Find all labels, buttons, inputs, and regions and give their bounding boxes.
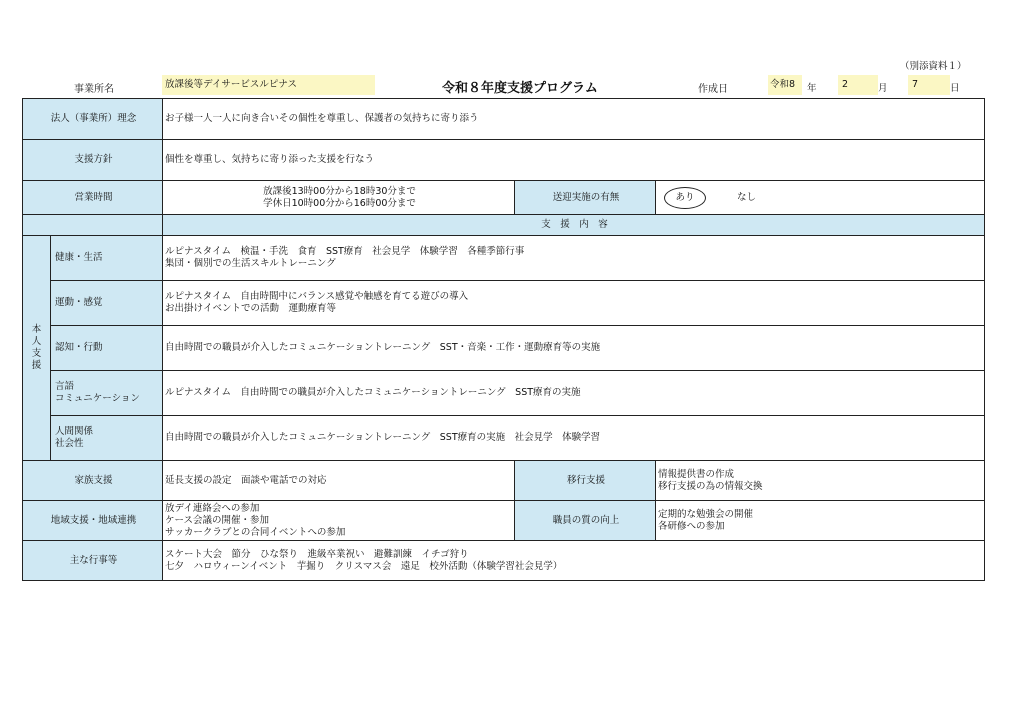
- staff-quality-value: 定期的な勉強会の開催 各研修への参加: [656, 501, 985, 541]
- family-support-label: 家族支援: [23, 461, 163, 501]
- created-era: 令和8: [768, 75, 802, 95]
- created-date-label: 作成日: [698, 84, 728, 95]
- hours-row: [23, 181, 985, 215]
- community-support-value: 放デイ連絡会への参加 ケース会議の開催・参加 サッカークラブとの合同イベントへの参加: [163, 501, 515, 541]
- philosophy-label: 法人（事業所）理念: [23, 99, 163, 140]
- personal-item-value: ルピナスタイム 自由時間中にバランス感覚や触感を育てる遊びの導入 お出掛けイベントでの活動 運動療育等: [163, 281, 985, 326]
- support-content-header: 支 援 内 容: [163, 215, 985, 236]
- community-support-label: 地域支援・地域連携: [23, 501, 163, 541]
- events-value: スケート大会 節分 ひな祭り 進級卒業祝い 避難訓練 イチゴ狩り 七夕 ハロウィーンイベント 芋掘り クリスマス会 遠足 校外活動（体験学習社会見学）: [163, 541, 985, 581]
- family-row: [23, 461, 985, 501]
- transport-yes-circled: あり: [664, 187, 706, 209]
- year-unit: 年: [807, 83, 817, 94]
- transport-no: なし: [737, 191, 757, 203]
- office-name-field: 放課後等デイサービスルピナス: [162, 75, 375, 95]
- page-title: 令和８年度支援プログラム: [442, 81, 598, 96]
- month-unit: 月: [878, 83, 888, 94]
- hours-label: 営業時間: [23, 181, 163, 215]
- personal-row: [23, 281, 985, 326]
- transition-support-value: 情報提供書の作成 移行支援の為の情報交換: [656, 461, 985, 501]
- philosophy-value: お子様一人一人に向き合いその個性を尊重し、保護者の気持ちに寄り添う: [163, 99, 985, 140]
- personal-item-label: 運動・感覚: [51, 281, 163, 326]
- personal-item-value: ルピナスタイム 自由時間での職員が介入したコミュニケーショントレーニング SST療育の実施: [163, 371, 985, 416]
- policy-label: 支援方針: [23, 140, 163, 181]
- personal-item-label: 健康・生活: [51, 236, 163, 281]
- personal-row: [23, 236, 985, 281]
- personal-item-value: 自由時間での職員が介入したコミュニケーショントレーニング SST療育の実施 社会見学 体験学習: [163, 416, 985, 461]
- transport-label: 送迎実施の有無: [515, 181, 656, 215]
- policy-row: [23, 140, 985, 181]
- hours-value: 放課後13時00分から18時30分まで 学休日10時00分から16時00分まで: [163, 181, 515, 215]
- day-unit: 日: [950, 83, 960, 94]
- support-program-table: [22, 98, 985, 581]
- created-day: 7: [908, 75, 950, 95]
- created-month: 2: [838, 75, 878, 95]
- support-content-header-row: [23, 215, 985, 236]
- personal-item-label: 言語 コミュニケーション: [51, 371, 163, 416]
- family-support-value: 延長支援の設定 面談や電話での対応: [163, 461, 515, 501]
- office-name-label: 事業所名: [74, 84, 114, 95]
- personal-row: [23, 416, 985, 461]
- personal-item-label: 人間関係 社会性: [51, 416, 163, 461]
- community-row: [23, 501, 985, 541]
- events-label: 主な行事等: [23, 541, 163, 581]
- personal-row: [23, 371, 985, 416]
- events-row: [23, 541, 985, 581]
- personal-item-value: 自由時間での職員が介入したコミュニケーショントレーニング SST・音楽・工作・運動療育等の実施: [163, 326, 985, 371]
- policy-value: 個性を尊重し、気持ちに寄り添った支援を行なう: [163, 140, 985, 181]
- personal-item-value: ルピナスタイム 検温・手洗 食育 SST療育 社会見学 体験学習 各種季節行事 集団・個別での生活スキルトレーニング: [163, 236, 985, 281]
- staff-quality-label: 職員の質の向上: [515, 501, 656, 541]
- transition-support-label: 移行支援: [515, 461, 656, 501]
- attachment-note: （別添資料１）: [900, 61, 967, 72]
- personal-item-label: 認知・行動: [51, 326, 163, 371]
- philosophy-row: [23, 99, 985, 140]
- personal-support-label: 本人支援: [23, 236, 51, 461]
- transport-cell: [656, 181, 985, 215]
- personal-row: [23, 326, 985, 371]
